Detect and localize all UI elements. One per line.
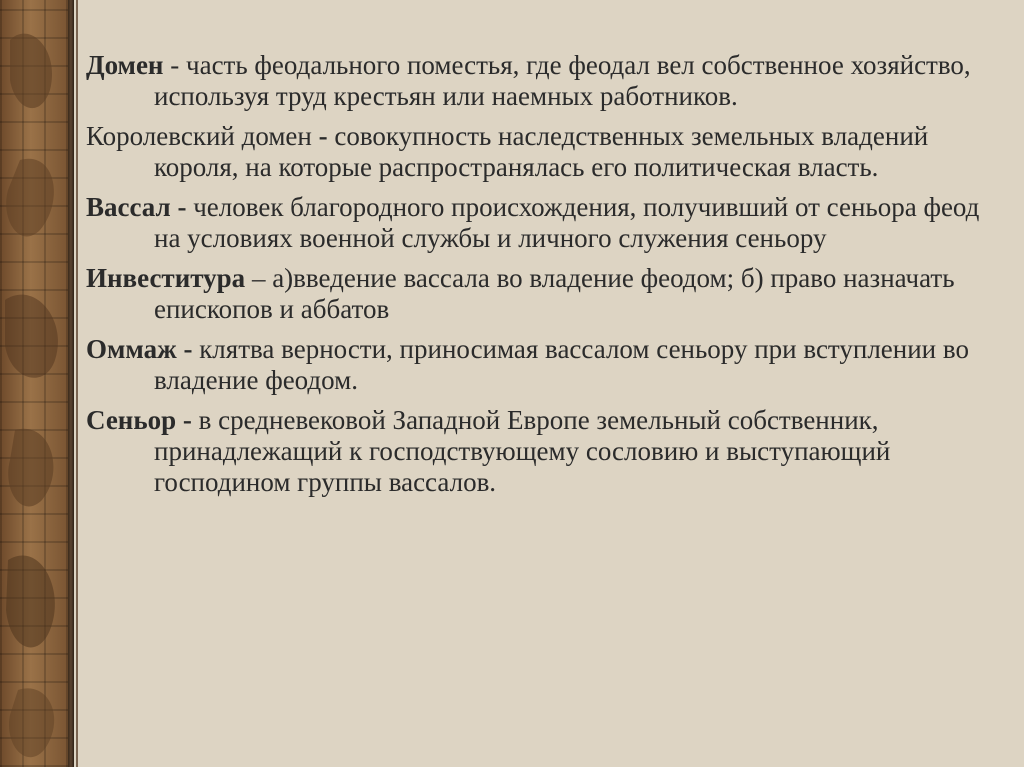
definition-vassal [86,192,1001,254]
separator: - [163,50,186,80]
separator: - [311,121,335,151]
definition-text: часть феодального поместья, где феодал вел собственное хозяйство, используя труд крестьян или наемных работников. [154,50,971,111]
vertical-divider-accent [76,0,78,767]
definition-homage [86,334,1001,396]
definition-royal-domain [86,121,1001,183]
separator: - [176,405,199,435]
leaf-pattern-icon [0,0,68,767]
definition-text: в средневековой Западной Европе земельный собственник, принадлежащий к господствующему сословию и выступающий господином группы вассалов. [154,405,891,497]
separator: – [245,263,273,293]
term: Сеньор [86,405,177,435]
term: Королевский домен [86,121,312,151]
definition-text: а)введение вассала во владение феодом; б) право назначать епископов и аббатов [154,263,955,324]
definition-text: человек благородного происхождения, получивший от сеньора феод на условиях военной службы и личного служения сеньору [154,192,980,253]
definition-domain [86,50,1001,112]
definition-investiture [86,263,1001,325]
decorative-border-strip [0,0,68,767]
term: Оммаж [86,334,177,364]
separator: - [170,192,194,222]
separator: - [176,334,200,364]
term: Домен [86,50,164,80]
definition-text: совокупность наследственных земельных владений короля, на которые распространялась его политическая власть. [154,121,929,182]
definition-text: клятва верности, приносимая вассалом сеньору при вступлении во владение феодом. [154,334,969,395]
term: Вассал [86,192,171,222]
definitions-list [86,50,1001,507]
vertical-divider [68,0,74,767]
term: Инвеститура [86,263,246,293]
definition-seigneur [86,405,1001,498]
